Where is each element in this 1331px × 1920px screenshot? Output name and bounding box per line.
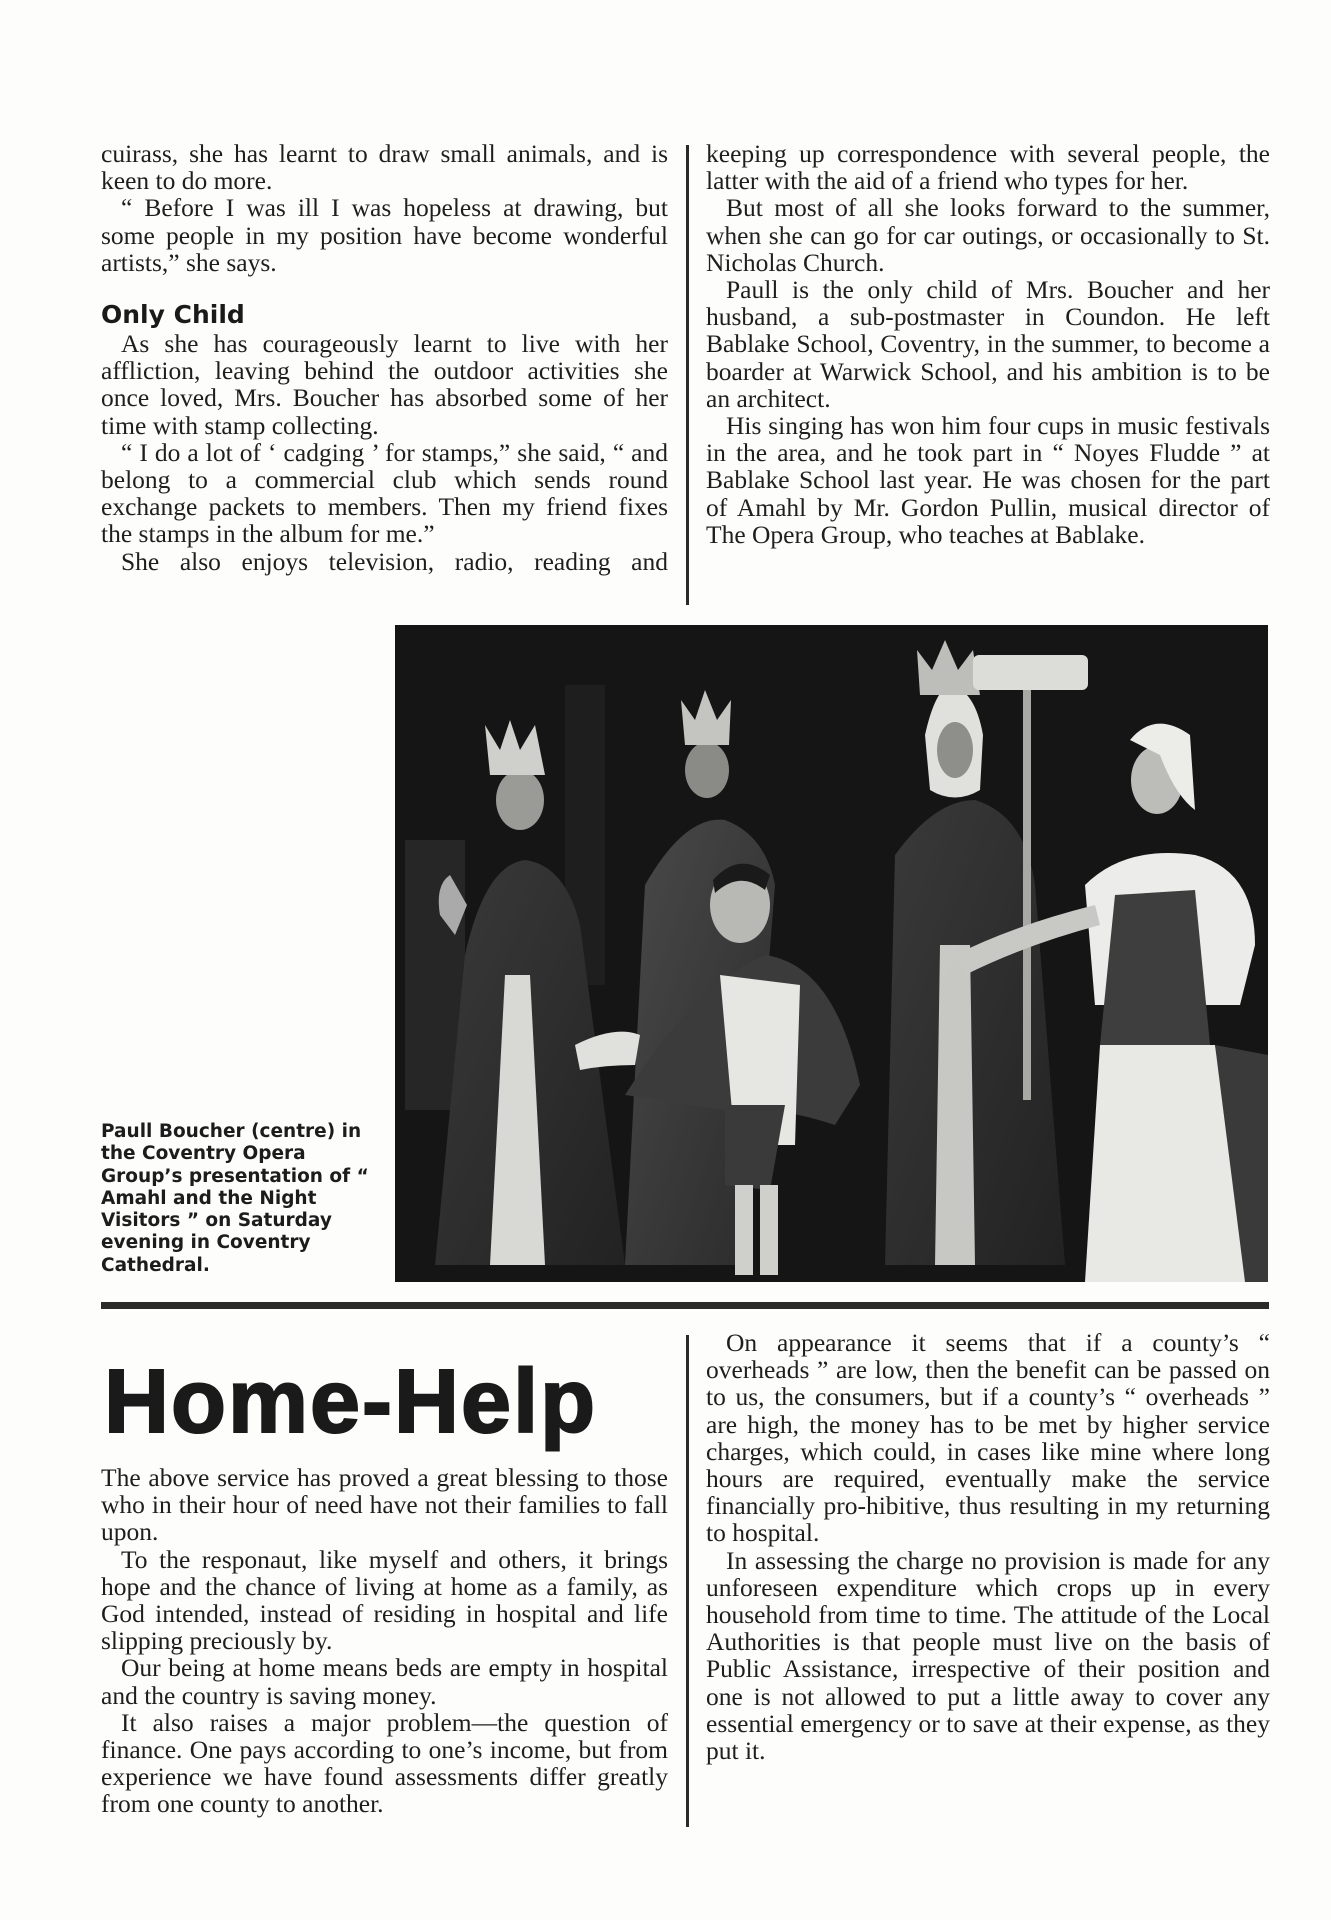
article-column-top-right [706, 140, 1270, 548]
paragraph: As she has courageously learnt to live with her affliction, leaving behind the outdoor activities she once loved, Mrs. Boucher has absorbed some of her time with stamp collecting. [101, 329, 668, 440]
photo-caption: Paull Boucher (centre) in the Coventry Opera Group’s presentation of “ Amahl and the Night Visitors ” on Saturday evening in Coventry Cathedral. [101, 1121, 369, 1276]
column-divider [686, 1335, 689, 1827]
stage-photograph [395, 625, 1268, 1282]
paragraph: Paull is the only child of Mrs. Boucher and her husband, a sub-postmaster in Coundon. He left Bablake School, Coventry, in the summer, to become a boarder at Warwick School, and his ambition is to be an architect. [706, 275, 1270, 413]
paragraph: To the responaut, like myself and others, it brings hope and the chance of living at home as a family, as God intended, instead of residing in hospital and life slipping preciously by. [101, 1544, 668, 1656]
paragraph: It also raises a major problem—the question of finance. One pays according to one’s income, but from experience we have found assessments differ greatly from one county to another. [101, 1707, 668, 1819]
paragraph: His singing has won him four cups in music festivals in the area, and he took part in “ Noyes Fludde ” at Bablake School last year. He was chosen for the part of Amahl by Mr. Gordon Pullin, musical director of The Opera Group, who teaches at Bablake. [706, 411, 1270, 549]
article-headline: Home-Help [104, 1352, 598, 1452]
article-column-top-left [101, 140, 668, 575]
paragraph: keeping up correspondence with several people, the latter with the aid of a friend who types for her. [706, 139, 1270, 196]
photo-illustration [395, 625, 1268, 1282]
article-column-bottom-right [706, 1329, 1270, 1764]
paragraph: But most of all she looks forward to the summer, when she can go for car outings, or occasionally to St. Nicholas Church. [706, 193, 1270, 277]
paragraph: The above service has proved a great blessing to those who in their hour of need have not their families to fall upon. [101, 1463, 668, 1547]
paragraph: “ Before I was ill I was hopeless at drawing, but some people in my position have become wonderful artists,” she says. [101, 193, 668, 277]
column-divider [686, 145, 689, 605]
paragraph: cuirass, she has learnt to draw small animals, and is keen to do more. [101, 139, 668, 196]
paragraph: “ I do a lot of ‘ cadging ’ for stamps,” she said, “ and belong to a commercial club which sends round exchange packets to members. Then my friend fixes the stamps in the album for me.” [101, 437, 668, 549]
section-rule [101, 1302, 1269, 1309]
paragraph: In assessing the charge no provision is made for any unforeseen expenditure which crops up in every household from time to time. The attitude of the Local Authorities is that people must live on the basis of Public Assistance, irrespective of their position and one is not allowed to put a little away to cover any essential emergency or to save at their expense, as they put it. [706, 1545, 1270, 1766]
paragraph: On appearance it seems that if a county’s “ overheads ” are low, then the benefit can be passed on to us, the consumers, but if a county’s “ overheads ” are high, the money has to be met by higher service charges, which could, in cases like mine where long hours are required, eventually make the service financially pro-hibitive, thus resulting in my returning to hospital. [706, 1328, 1270, 1548]
paragraph: Our being at home means beds are empty in hospital and the country is saving money. [101, 1653, 668, 1710]
paragraph: She also enjoys television, radio, reading and [121, 546, 668, 576]
article-column-bottom-left [101, 1464, 668, 1818]
subheading: Only Child [101, 300, 245, 330]
